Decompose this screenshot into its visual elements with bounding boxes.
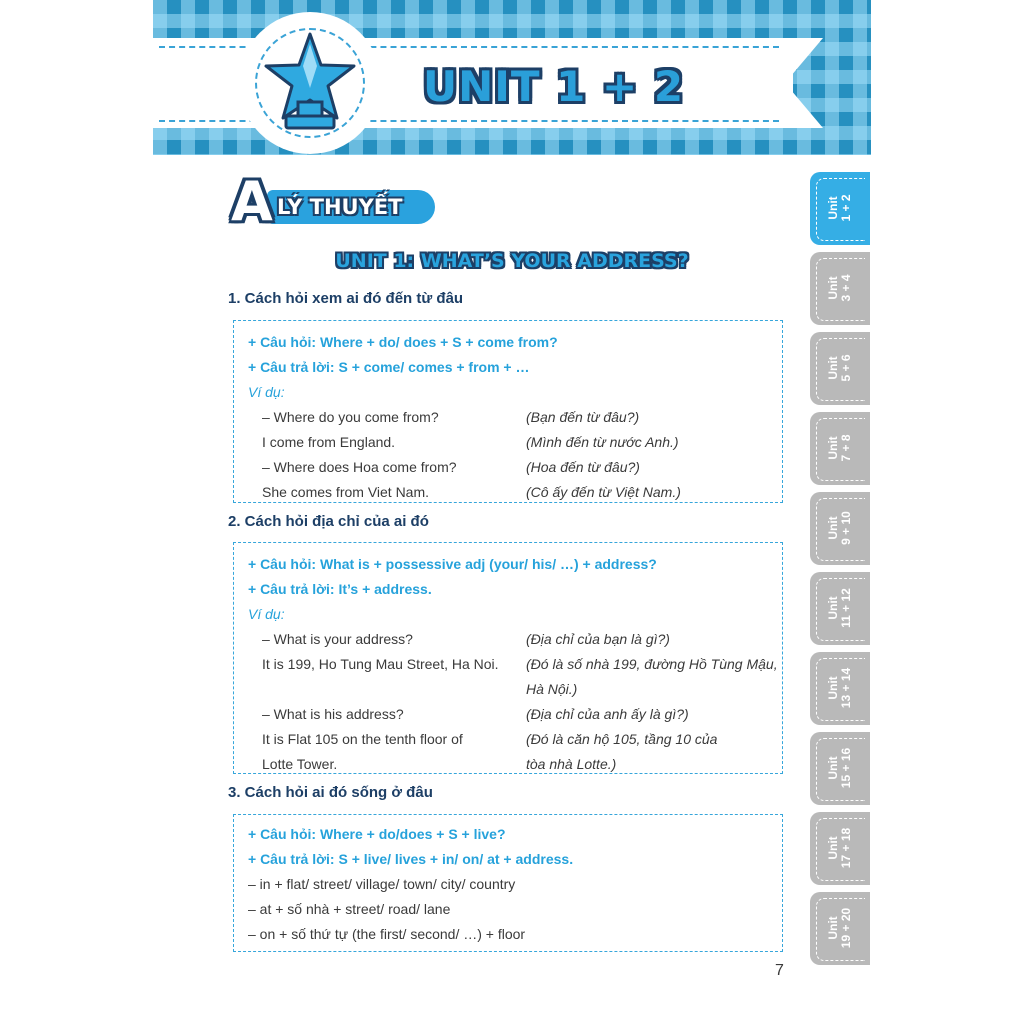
section-2-box bbox=[233, 542, 783, 774]
section-a-label: LÝ THUYẾT bbox=[277, 195, 403, 219]
example-en: – What is his address? bbox=[262, 706, 404, 722]
tab-label bbox=[827, 733, 853, 803]
example-vi: (Mình đến từ nước Anh.) bbox=[526, 434, 679, 450]
section-a-letter: A bbox=[231, 170, 273, 233]
tab-unit-5-6[interactable] bbox=[810, 332, 870, 405]
section-1-title: 1. Cách hỏi xem ai đó đến từ đâu bbox=[228, 290, 464, 307]
section-2-title: 2. Cách hỏi địa chỉ của ai đó bbox=[228, 513, 429, 530]
tab-label-range: 11 + 12 bbox=[839, 588, 853, 628]
example-en: Lotte Tower. bbox=[262, 756, 338, 772]
note-line: – at + số nhà + street/ road/ lane bbox=[248, 901, 451, 917]
section-3-title: 3. Cách hỏi ai đó sống ở đâu bbox=[228, 784, 433, 801]
tab-label-word: Unit bbox=[826, 276, 840, 300]
tab-label-word: Unit bbox=[826, 596, 840, 620]
tab-label-word: Unit bbox=[826, 516, 840, 540]
tab-label-range: 5 + 6 bbox=[839, 354, 853, 382]
example-vi: (Đó là số nhà 199, đường Hồ Tùng Mậu, bbox=[526, 656, 778, 672]
tab-label-range: 7 + 8 bbox=[839, 434, 853, 462]
tab-label-range: 9 + 10 bbox=[839, 511, 853, 545]
example-vi: tòa nhà Lotte.) bbox=[526, 756, 617, 772]
tab-label-word: Unit bbox=[826, 756, 840, 780]
tab-label-word: Unit bbox=[826, 356, 840, 380]
example-vi: (Cô ấy đến từ Việt Nam.) bbox=[526, 484, 681, 500]
tab-unit-9-10[interactable] bbox=[810, 492, 870, 565]
tab-label bbox=[827, 893, 853, 963]
tab-label-word: Unit bbox=[826, 836, 840, 860]
example-en: She comes from Viet Nam. bbox=[262, 484, 430, 500]
tab-label-word: Unit bbox=[826, 676, 840, 700]
tab-label-range: 15 + 16 bbox=[839, 747, 853, 789]
tab-label bbox=[827, 653, 853, 723]
rule-line: + Câu trả lời: It’s + address. bbox=[248, 581, 432, 597]
example-vi: (Địa chỉ của bạn là gì?) bbox=[526, 631, 670, 647]
example-en: It is Flat 105 on the tenth floor of bbox=[262, 731, 463, 747]
tab-unit-19-20[interactable] bbox=[810, 892, 870, 965]
tab-unit-3-4[interactable] bbox=[810, 252, 870, 325]
unit-title: UNIT 1 + 2 bbox=[423, 62, 685, 111]
note-line: – in + flat/ street/ village/ town/ city/ country bbox=[248, 876, 516, 892]
example-en: – Where does Hoa come from? bbox=[262, 459, 457, 475]
tab-label-word: Unit bbox=[826, 196, 840, 220]
rule-line: + Câu trả lời: S + come/ comes + from + … bbox=[248, 359, 530, 375]
example-vi: Hà Nội.) bbox=[526, 681, 578, 697]
page bbox=[153, 0, 871, 1024]
tab-label-word: Unit bbox=[826, 436, 840, 460]
example-vi: (Đó là căn hộ 105, tầng 10 của bbox=[526, 731, 718, 747]
tab-label-range: 3 + 4 bbox=[839, 274, 853, 302]
section-3-box bbox=[233, 814, 783, 952]
tab-label-range: 1 + 2 bbox=[839, 194, 853, 222]
tab-label bbox=[827, 333, 853, 403]
tab-label-word: Unit bbox=[826, 916, 840, 940]
tab-label-range: 13 + 14 bbox=[839, 667, 853, 709]
badge bbox=[245, 18, 375, 148]
rule-line: + Câu hỏi: Where + do/does + S + live? bbox=[248, 826, 506, 842]
example-en: – Where do you come from? bbox=[262, 409, 439, 425]
star-trophy-icon bbox=[260, 30, 360, 136]
tab-unit-15-16[interactable] bbox=[810, 732, 870, 805]
rule-line: + Câu hỏi: What is + possessive adj (your/ his/ …) + address? bbox=[248, 556, 657, 572]
tab-label bbox=[827, 413, 853, 483]
section-1-box bbox=[233, 320, 783, 503]
example-vi: (Địa chỉ của anh ấy là gì?) bbox=[526, 706, 689, 722]
example-vi: (Bạn đến từ đâu?) bbox=[526, 409, 640, 425]
tab-label bbox=[827, 173, 853, 243]
tab-unit-1-2[interactable] bbox=[810, 172, 870, 245]
section-a-heading bbox=[231, 172, 441, 232]
tab-label-range: 17 + 18 bbox=[839, 827, 853, 869]
header-banner bbox=[153, 0, 871, 155]
tab-label bbox=[827, 493, 853, 563]
example-vi: (Hoa đến từ đâu?) bbox=[526, 459, 640, 475]
tab-unit-7-8[interactable] bbox=[810, 412, 870, 485]
page-number: 7 bbox=[775, 962, 784, 979]
rule-line: + Câu hỏi: Where + do/ does + S + come from? bbox=[248, 334, 558, 350]
ribbon-tail bbox=[785, 38, 823, 128]
tab-label-range: 19 + 20 bbox=[839, 907, 853, 949]
unit-heading: UNIT 1: WHAT’S YOUR ADDRESS? bbox=[335, 250, 689, 272]
example-en: – What is your address? bbox=[262, 631, 413, 647]
tab-unit-13-14[interactable] bbox=[810, 652, 870, 725]
tab-label bbox=[827, 573, 853, 643]
tab-unit-11-12[interactable] bbox=[810, 572, 870, 645]
example-label: Ví dụ: bbox=[248, 384, 285, 400]
example-en: I come from England. bbox=[262, 434, 396, 450]
example-label: Ví dụ: bbox=[248, 606, 285, 622]
tab-label bbox=[827, 253, 853, 323]
example-en: It is 199, Ho Tung Mau Street, Ha Noi. bbox=[262, 656, 499, 672]
note-line: – on + số thứ tự (the first/ second/ …) + floor bbox=[248, 926, 526, 942]
tab-label bbox=[827, 813, 853, 883]
rule-line: + Câu trả lời: S + live/ lives + in/ on/ at + address. bbox=[248, 851, 574, 867]
tab-unit-17-18[interactable] bbox=[810, 812, 870, 885]
